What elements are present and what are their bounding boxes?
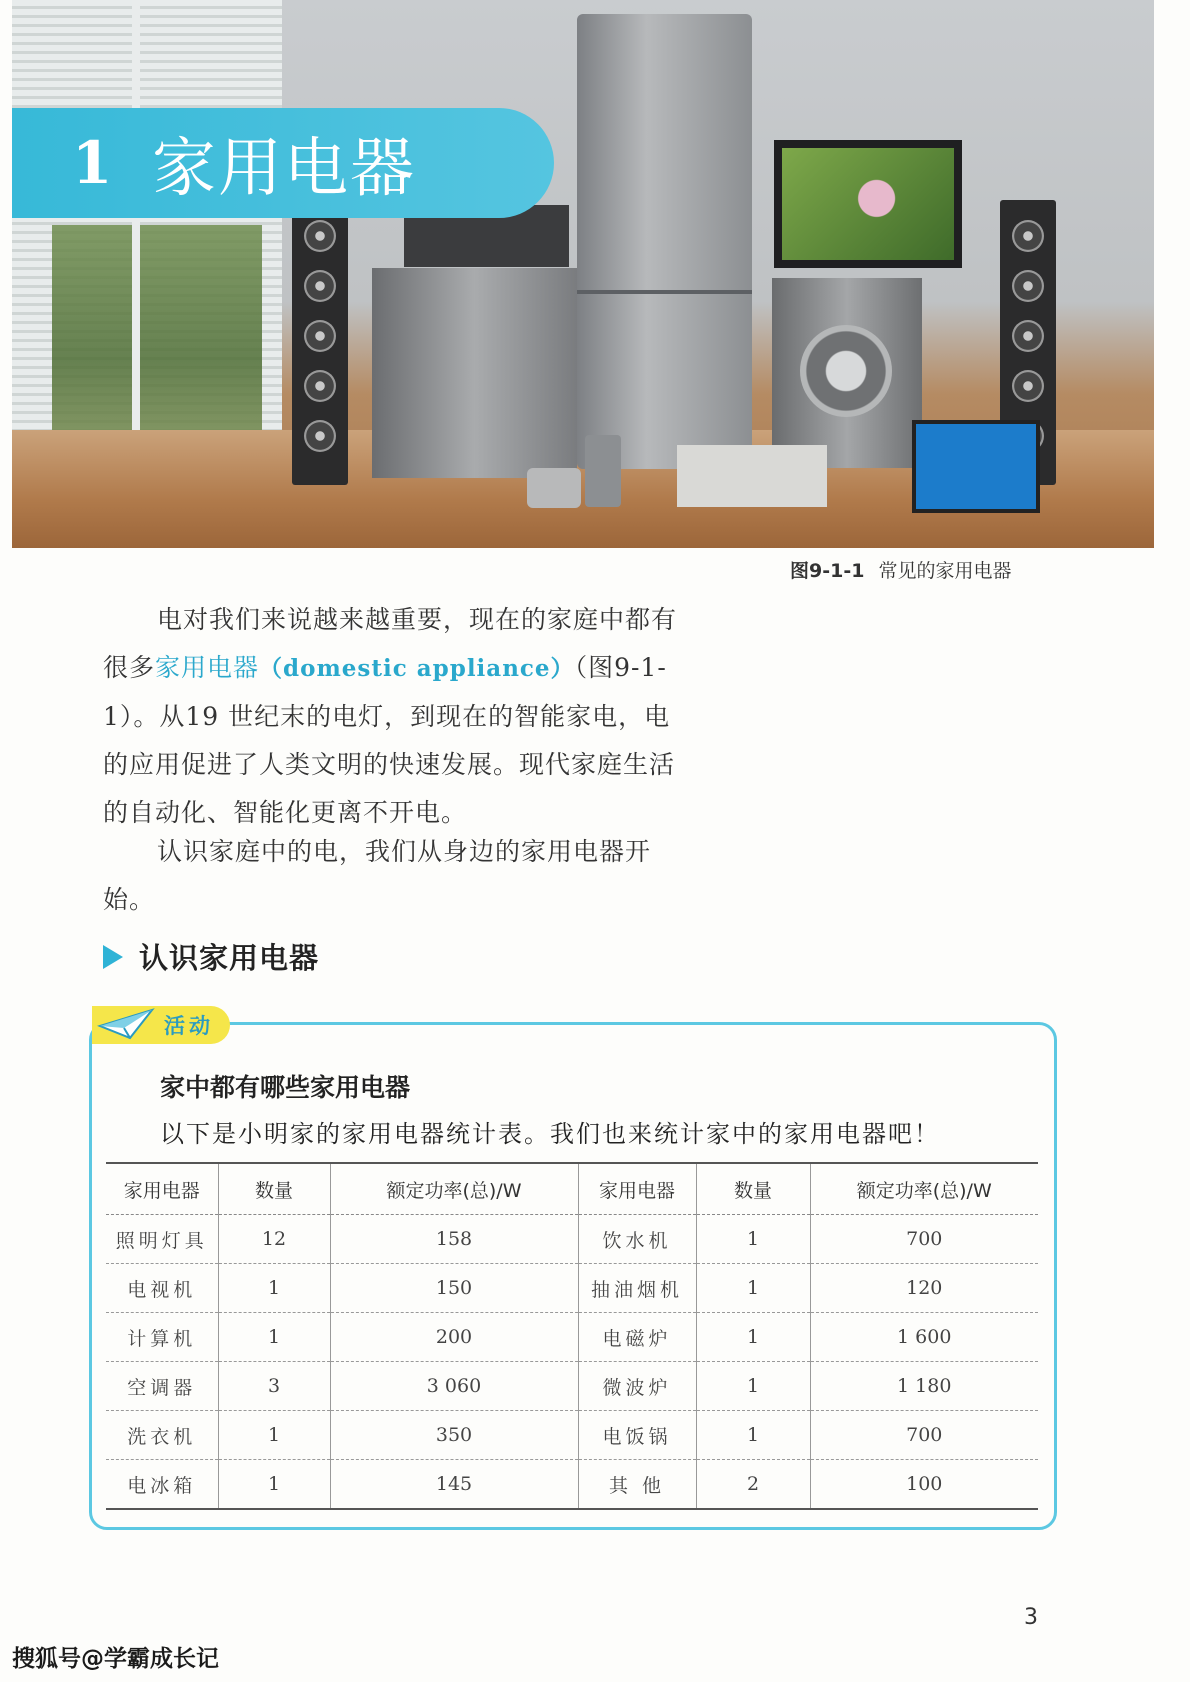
toaster [527, 468, 581, 508]
table-header-row [106, 1163, 1038, 1215]
quantity-cell: 1 [696, 1215, 810, 1264]
paper-plane-icon [94, 1006, 164, 1044]
dishwasher [372, 268, 577, 478]
key-term: 家用电器 [155, 653, 260, 682]
figure-caption [790, 556, 1011, 583]
column-header: 额定功率(总)/W [810, 1163, 1038, 1215]
power-cell: 1 180 [810, 1362, 1038, 1411]
appliance-name: 照明灯具 [106, 1215, 218, 1264]
power-cell: 158 [330, 1215, 578, 1264]
appliances-photo [12, 0, 1154, 548]
kettle [585, 435, 621, 507]
figure-number: 图9-1-1 [790, 560, 865, 582]
quantity-cell: 1 [218, 1264, 330, 1313]
column-header: 家用电器 [578, 1163, 696, 1215]
tv-screen [782, 148, 954, 260]
quantity-cell: 12 [218, 1215, 330, 1264]
intro-paragraph-1: 电对我们来说越来越重要，现在的家庭中都有很多家用电器（domestic appliance）（图9-1-1）。从19 世纪末的电灯，到现在的智能家电，电的应用促进了人类文明的快速发展。现代家庭生活的自动化、智能化更离不开电。 [103, 605, 678, 827]
power-cell: 700 [810, 1411, 1038, 1460]
intro-paragraph-2: 认识家庭中的电，我们从身边的家用电器开始。 [103, 837, 652, 914]
quantity-cell: 1 [218, 1313, 330, 1362]
table-row [106, 1313, 1038, 1362]
appliance-name: 微波炉 [578, 1362, 696, 1411]
left-speaker [292, 200, 348, 485]
column-header: 数量 [218, 1163, 330, 1215]
appliance-stats-table [106, 1162, 1038, 1510]
table-row [106, 1264, 1038, 1313]
quantity-cell: 1 [218, 1411, 330, 1460]
activity-intro: 以下是小明家的家用电器统计表。我们也来统计家中的家用电器吧！ [160, 1120, 940, 1148]
refrigerator [577, 14, 752, 469]
key-term-english: （domestic appliance） [259, 655, 575, 682]
appliance-name: 电视机 [106, 1264, 218, 1313]
quantity-cell: 1 [218, 1460, 330, 1510]
figure-caption-text: 常见的家用电器 [878, 560, 1012, 582]
power-cell: 150 [330, 1264, 578, 1313]
activity-label: 活动 [164, 1014, 214, 1038]
power-cell: 100 [810, 1460, 1038, 1510]
table-row [106, 1215, 1038, 1264]
table-row [106, 1460, 1038, 1510]
appliance-name: 饮水机 [578, 1215, 696, 1264]
quantity-cell: 1 [696, 1411, 810, 1460]
appliance-name: 空调器 [106, 1362, 218, 1411]
page-number: 3 [1024, 1605, 1038, 1630]
quantity-cell: 1 [696, 1264, 810, 1313]
power-cell: 350 [330, 1411, 578, 1460]
activity-tag [92, 1006, 230, 1044]
quantity-cell: 3 [218, 1362, 330, 1411]
power-cell: 120 [810, 1264, 1038, 1313]
watermark: 搜狐号@学霸成长记 [12, 1646, 219, 1672]
chapter-number: 1 [72, 129, 113, 197]
power-cell: 700 [810, 1215, 1038, 1264]
appliance-name: 电冰箱 [106, 1460, 218, 1510]
table-row [106, 1411, 1038, 1460]
power-cell: 145 [330, 1460, 578, 1510]
column-header: 家用电器 [106, 1163, 218, 1215]
chapter-banner [12, 108, 554, 218]
column-header: 数量 [696, 1163, 810, 1215]
quantity-cell: 2 [696, 1460, 810, 1510]
appliance-name: 洗衣机 [106, 1411, 218, 1460]
quantity-cell: 1 [696, 1362, 810, 1411]
appliance-name: 电磁炉 [578, 1313, 696, 1362]
power-cell: 1 600 [810, 1313, 1038, 1362]
quantity-cell: 1 [696, 1313, 810, 1362]
appliance-name: 抽油烟机 [578, 1264, 696, 1313]
power-cell: 3 060 [330, 1362, 578, 1411]
activity-title: 家中都有哪些家用电器 [160, 1073, 411, 1102]
chapter-title: 家用电器 [152, 132, 416, 206]
triangle-arrow-icon [103, 945, 123, 969]
appliance-name: 电饭锅 [578, 1411, 696, 1460]
column-header: 额定功率(总)/W [330, 1163, 578, 1215]
printer [677, 445, 827, 507]
appliance-name: 计算机 [106, 1313, 218, 1362]
section-heading [103, 936, 319, 977]
power-cell: 200 [330, 1313, 578, 1362]
appliance-name: 其 他 [578, 1460, 696, 1510]
table-row [106, 1362, 1038, 1411]
section-title: 认识家用电器 [139, 941, 320, 975]
laptop [912, 420, 1040, 513]
